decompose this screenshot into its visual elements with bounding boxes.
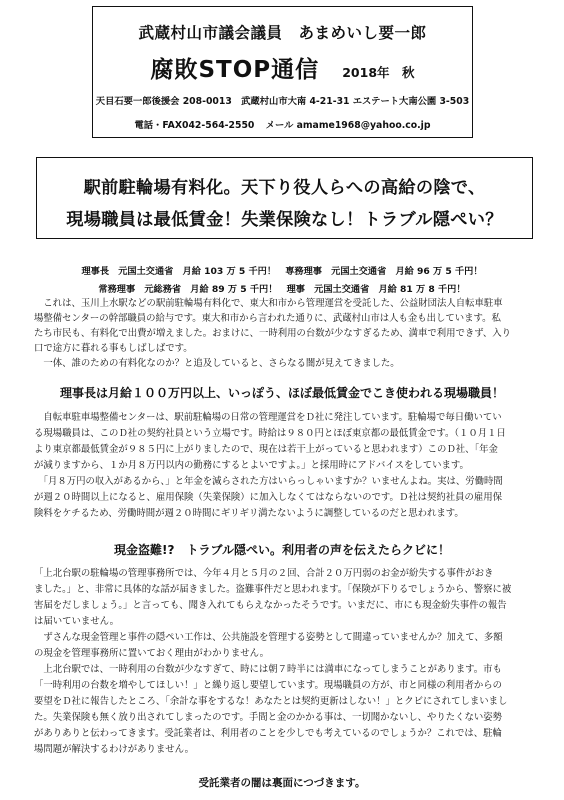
- council-member-name: 武蔵村山市議会議員 あまめいし要一郎: [138, 24, 427, 42]
- section-1-line: が週２０時間以上になると、雇用保険（失業保険）に加入しなくてはならないのです。Ｄ社は契約社員の雇用保: [34, 492, 503, 503]
- section-1-line: より東京都最低賃金が９８５円に上がりましたので、現在は若干上がっていると思われます）このＤ社、「年金: [34, 444, 498, 455]
- headline-line-2: 現場職員は最低賃金！失業保険なし！トラブル隠ぺい？: [66, 210, 503, 230]
- section-2-heading: 現金盗難!? トラブル隠ぺい。利用者の声を伝えたらクビに！: [114, 543, 450, 557]
- section-1-line: 険料をケチるため、労働時間が週２０時間にギリギリ満たないように調整しているのだと思われます。: [34, 508, 464, 519]
- section-1-line: 自転車駐車場整備センターは、駅前駐輪場の日常の管理運営をＤ社に発注しています。駐輪場で毎日働いてい: [34, 412, 502, 423]
- section-2-line: 「一時利用の台数を増やしてほしい！」と繰り返し要望しています。現場職員の方が、市と同様の利用者からの: [34, 680, 503, 691]
- intro-line: 口で途方に暮れる事もしばしばです。: [34, 343, 193, 354]
- newsletter-title: 腐敗STOP通信: [150, 57, 320, 83]
- phone-fax: 電話・FAX042-564-2550: [134, 120, 255, 131]
- salary-line-2: 常務理事 元総務省 月給 89 万 5 千円！ 理事 元国土交通省 月給 81 万 8 千円！: [98, 284, 466, 295]
- continued-note: 受託業者の闇は裏面につづきます。: [198, 777, 366, 789]
- salary-line-1: 理事長 元国土交通省 月給 103 万 5 千円！ 専務理事 元国土交通省 月給 96 万 5 千円！: [81, 266, 483, 277]
- section-2-line: 害届をだしましょう。」と言っても、聞き入れてもらえなかったそうです。いまだに、市にも現金紛失事件の報告: [34, 600, 507, 611]
- intro-line: 一体、誰のための有料化なのか？と追及していると、さらなる闇が見えてきました。: [34, 358, 400, 369]
- section-2-line: 場問題が解決するわけがありません。: [34, 744, 194, 755]
- section-2-line: がありありと伝わってきます。受託業者は、利用者のことを少しでも考えているのでしょうか？これでは、駐輪: [34, 728, 502, 739]
- section-1-heading: 理事長は月給１００万円以上、いっぽう、ほぼ最低賃金でこき使われる現場職員！: [59, 386, 504, 400]
- email-address: メール amame1968@yahoo.co.jp: [265, 120, 431, 131]
- section-2-line: は届いていません。: [34, 616, 119, 627]
- section-1-line: が減りますから、１か月８万円以内の勤務にするとよいですよ。」と採用時にアドバイスをしています。: [34, 460, 469, 471]
- headline-line-1: 駅前駐輪場有料化。天下り役人らへの高給の陰で、: [83, 178, 486, 198]
- section-2-line: た。失業保険も無く放り出されてしまったのです。手間と金のかかる事は、一切聞かないし、やりたくない姿勢: [34, 712, 503, 723]
- section-2-line: 上北台駅では、一時利用の台数が少なすぎて、時には朝７時半には満車になってしまうことがあります。市も: [34, 664, 502, 675]
- section-2-line: ずさんな現金管理と事件の隠ぺい工作は、公共施設を管理する姿勢として間違っていませんか？加えて、多額: [34, 632, 503, 643]
- section-2-line: ました。」と、非常に具体的な話が届きました。盗難事件だと思われます。「保険が下りるでしょうから、警察に被: [34, 584, 512, 595]
- section-2-line: 「上北台駅の駐輪場の管理事務所では、今年４月と５月の２回、合計２０万円弱のお金が紛失する事件がおき: [34, 568, 494, 579]
- newsletter-header: [92, 6, 473, 138]
- intro-line: これは、玉川上水駅などの駅前駐輪場有料化で、東大和市から管理運営を受託した、公益財団法人自転車駐車: [34, 298, 503, 309]
- intro-line: 場整備センターの幹部職員の給与です。東大和市から言われた通りに、武蔵村山市は人も金も出しています。私: [34, 313, 501, 324]
- headline-box: [36, 157, 533, 239]
- supporters-address: 天目石要一郎後援会 208-0013 武蔵村山市大南 4-21-31 エステート大南公園 3-503: [95, 96, 470, 107]
- contact-info: [93, 117, 472, 131]
- newsletter-title-row: [93, 51, 472, 84]
- intro-line: たち市民も、有料化で出費が増えました。おまけに、一時利用の台数が少なすぎるため、満車で利用できず、入り: [34, 328, 512, 339]
- section-2-line: の現金を管理事務所に置いておく理由がわかりません。: [34, 648, 269, 659]
- section-1-line: 「月８万円の収入があるから、」と年金を減らされた方はいらっしゃいますか？いませんよね。実は、労働時間: [34, 476, 503, 487]
- section-1-line: る現場職員は、このＤ社の契約社員という立場です。時給は９８０円とほぼ東京都の最低賃金です。（１０月１日: [34, 428, 506, 439]
- section-2-line: 要望をＤ社に報告したところ、「余計な事をするな！あなたとは契約更新はしない！」とクビにされてしまいまし: [34, 696, 508, 707]
- edition-label: 2018年 秋: [342, 65, 415, 80]
